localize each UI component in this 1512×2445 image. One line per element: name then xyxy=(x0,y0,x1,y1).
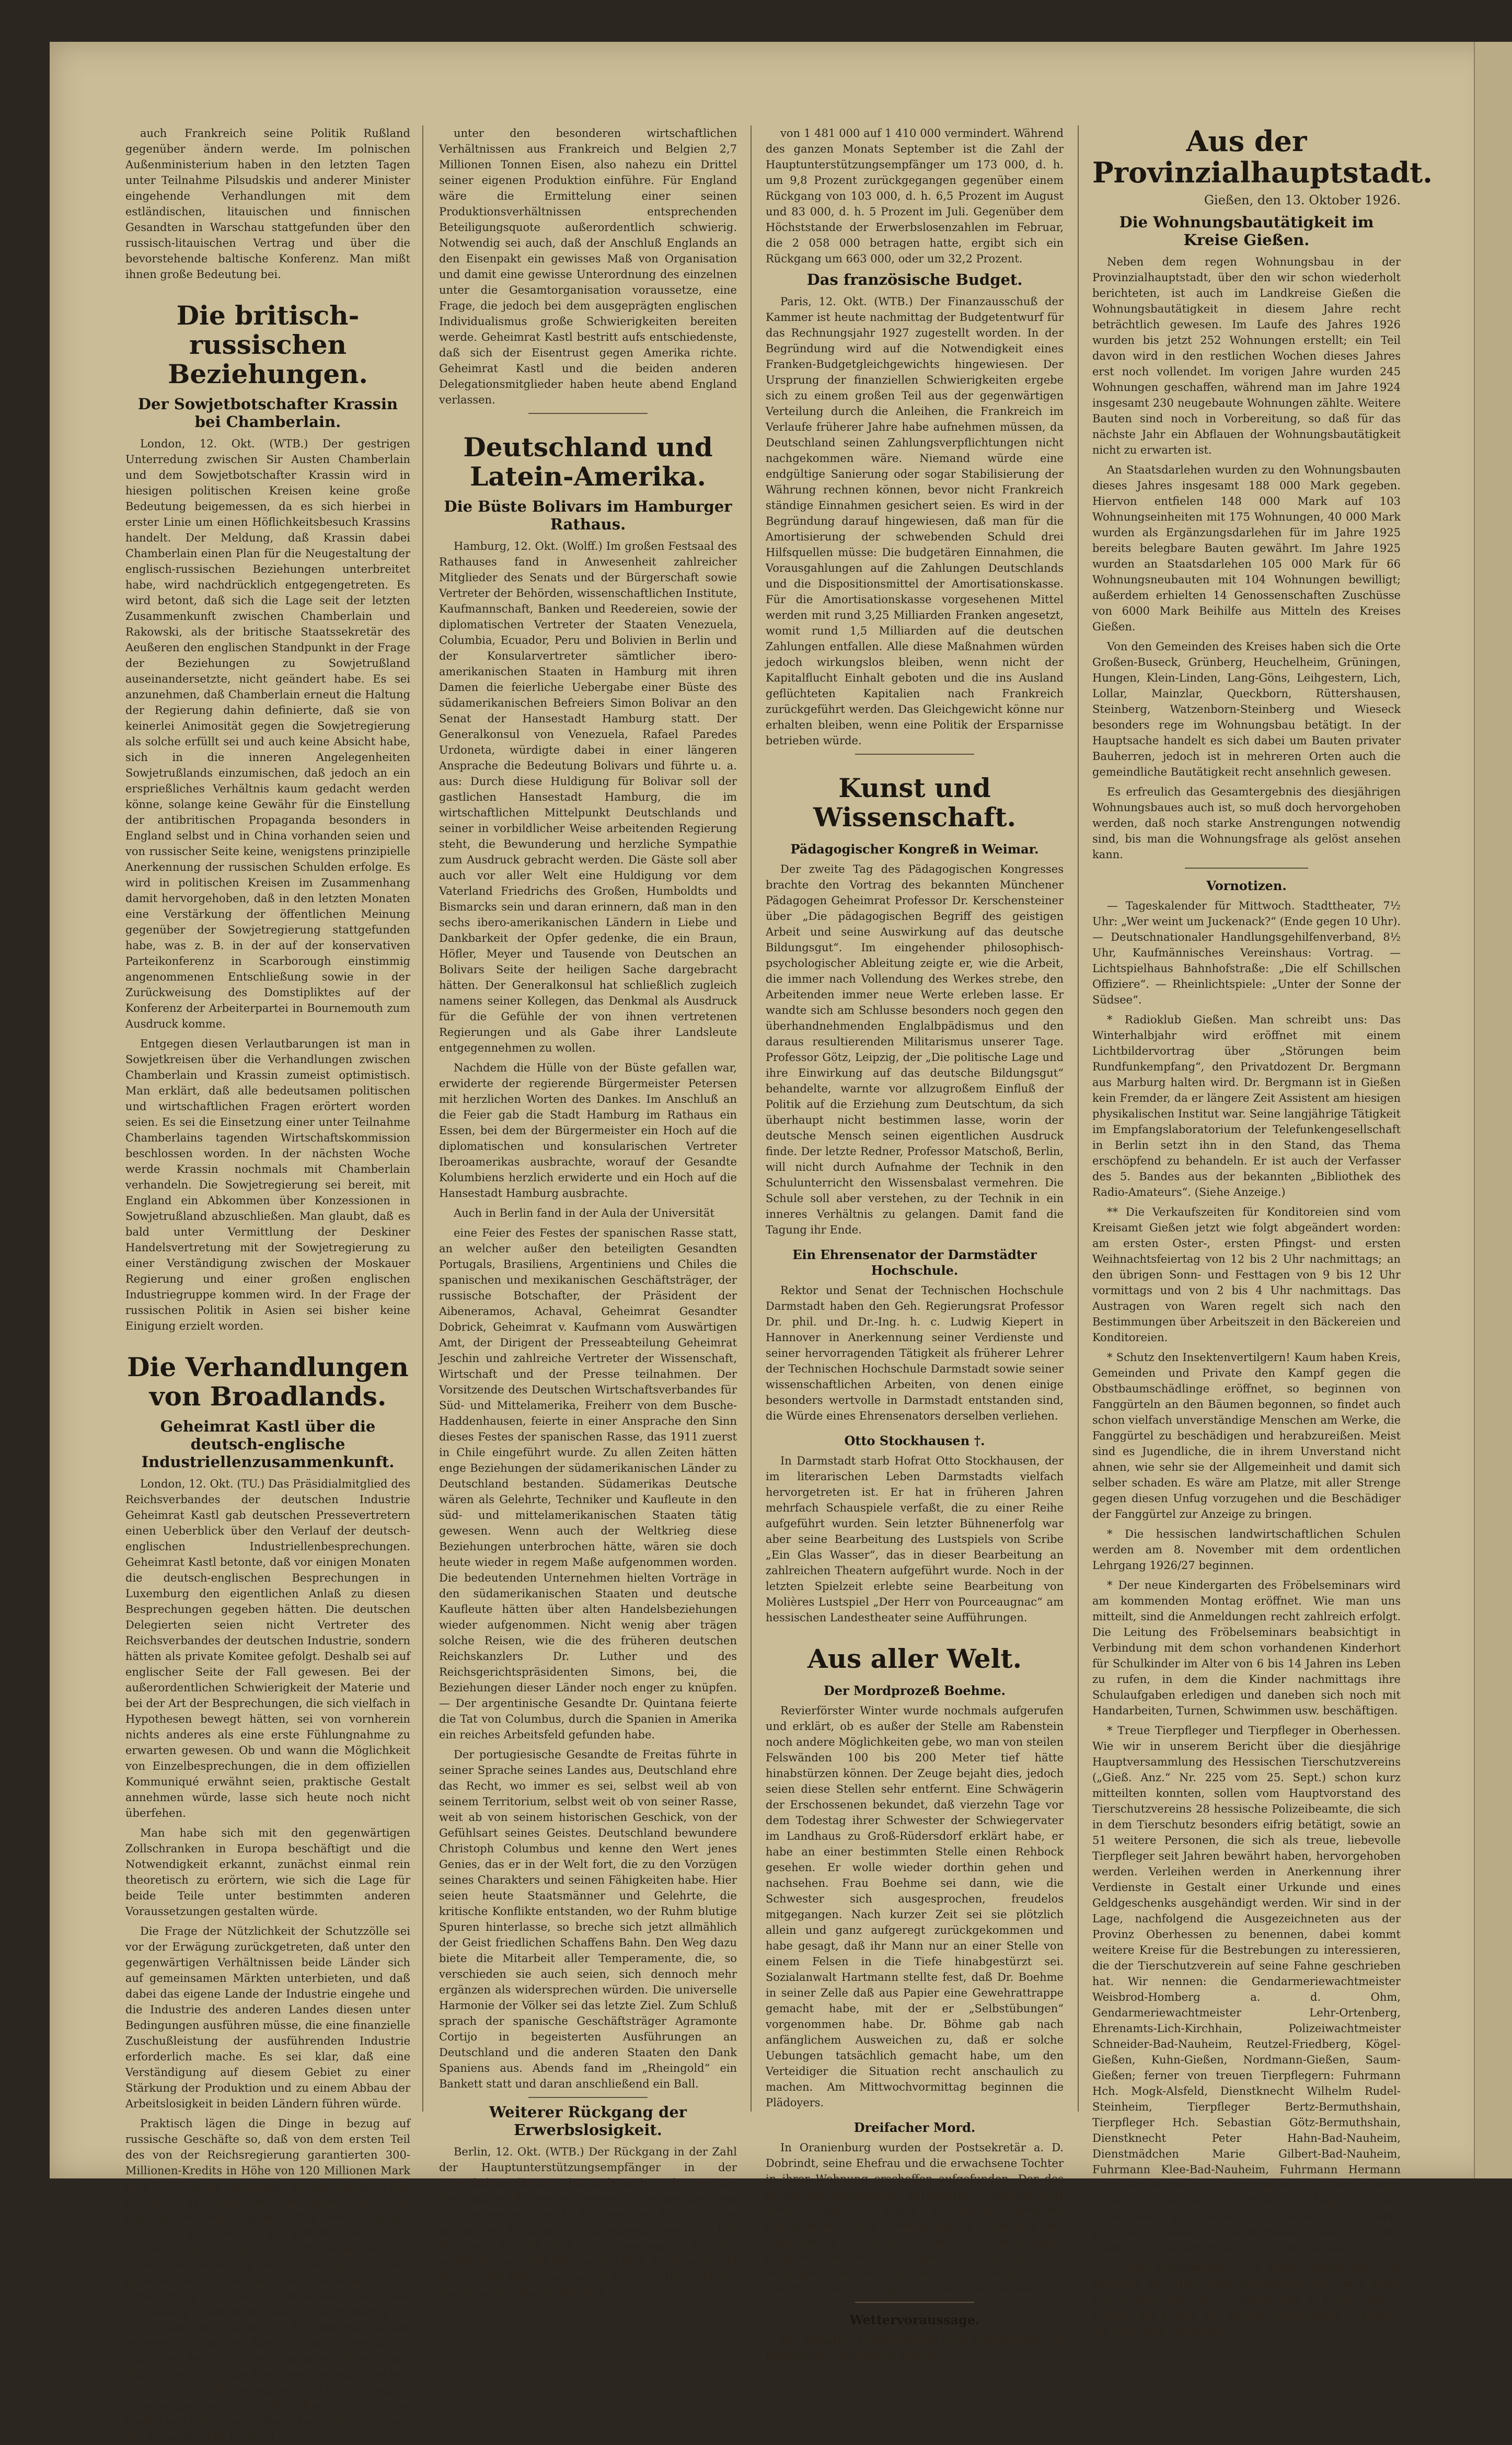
article-text: — Tageskalender für Mittwoch. Stadttheater, 7½ Uhr: „Wer weint um Juckenack?“ (Ende gegen 10 Uhr). — Deutschnationaler Handlungsgehilfenverband, 8½ Uhr, Kaufmännisches Vereinshaus: Vortrag. — Lichtspielhaus Bahnhofstraße: „Die elf Schillschen Offiziere“. — Rheinlichtspiele: „Unter der Sonne der Südsee“. xyxy=(1092,899,1401,1006)
article-text: eine Feier des Festes der spanischen Rasse statt, an welcher außer den beteiligten Gesandten Portugals, Brasiliens, Argentiniens und Chiles die spanischen und mexikanischen Geschäftsträger, der russische Botschafter, der Präsident der Aibeneramos, Achaval, Geheimrat Gesandter Dobrick, Geheimrat v. Kaufmann vom Auswärtigen Amt, der Dirigent der Presseabteilung Geheimrat Jeschin und zahlreiche Vertreter der Wissenschaft, Wirtschaft und der Presse teilnahmen. Der Vorsitzende des Deutschen Wirtschaftsverbandes für Süd- und Mittelamerika, Freiherr von dem Busche-Haddenhausen, feierte in einer Ansprache den Sinn dieses Festes der spanischen Rasse, das 1911 zuerst in Chile eingeführt wurde. Zu allen Zeiten hätten enge Beziehungen der südamerikanischen Länder zu Deutschland bestanden. Südamerikas Deutsche wären als Gelehrte, Techniker und Kaufleute in den süd- und mittelamerikanischen Staaten tätig gewesen. Wenn auch der Weltkrieg diese Beziehungen unterbrochen hätte, wären sie doch heute wieder in regem Maße aufgenommen worden. Die bedeutenden Unternehmen hielten Vorträge in den südamerikanischen Staaten und deutsche Kaufleute hätten über alten Handelsbeziehungen wieder aufgenommen. Nicht wenig aber trägen solche Reisen, wie die des früheren deutschen Reichskanzlers Dr. Luther und des Reichsgerichtspräsidenten Simons, bei, die Beziehungen dieser Länder noch enger zu knüpfen. — Der argentinische Gesandte Dr. Quintana feierte die Tat von Columbus, durch die Spanien in Amerika ein reiches Arbeitsfeld gefunden habe. xyxy=(439,1227,737,1741)
subheadline: Die Büste Bolivars im Hamburger Rathaus. xyxy=(444,498,732,533)
column-4 xyxy=(1092,124,1433,2337)
article-text: Neben dem regen Wohnungsbau in der Provinzialhauptstadt, über den wir schon wiederholt berichteten, ist auch im Landkreise Gießen die Wohnungsbautätigkeit in diesem Jahre recht beträchtlich gewesen. Im Laufe des Jahres 1926 wurden bis jetzt 252 Wohnungen erstellt; ein Teil davon wird in den restlichen Wochen dieses Jahres erst noch vollendet. Im vorigen Jahre wurden 245 Wohnungen geschaffen, während man im Jahre 1924 insgesamt 230 neugebaute Wohnungen zählte. Weitere Bauten sind noch in Vorbereitung, so daß für das nächste Jahr ein Abflauen der Wohnungsbautätigkeit nicht zu erwarten ist. xyxy=(1092,256,1401,456)
headline: Das französische Budget. xyxy=(806,271,1023,289)
subheadline: Vornotizen. xyxy=(1206,878,1287,893)
article-text: unter den besonderen wirtschaftlichen Verhältnissen aus Frankreich und Belgien 2,7 Millionen Tonnen Eisen, also nahezu ein Drittel seiner eigenen Produktion einführe. Für England wäre die Ermittelung einer seinen Produktionsverhältnissen entsprechenden Beteiligungsquote außerordentlich schwierig. Notwendig sei auch, daß der Anschluß Englands an den Eisenpakt ein gewisses Maß von Organisation und damit eine gewisse Unterordnung des einzelnen unter die Gesamtorganisation voraussetze, eine Frage, die jedoch bei dem ausgeprägten englischen Individualismus große Schwierigkeiten bereiten werde. Geheimrat Kastl bestritt aufs entschiedenste, daß sich der Eisentrust gegen Amerika richte. Geheimrat Kastl und die beiden anderen Delegationsmitglieder haben heute abend England verlassen. xyxy=(439,127,737,406)
headline: Die britisch-russischen Beziehungen. xyxy=(168,300,368,389)
article-text: Entgegen diesen Verlautbarungen ist man in Sowjetkreisen über die Verhandlungen zwischen Chamberlain und Krassin zumeist optimistisch. Man erklärt, daß alle bedeutsamen politischen und wirtschaftlichen Fragen erörtert worden seien. Es sei die Einsetzung einer unter Teilnahme Chamberlains tagenden Wirtschaftskommission beschlossen worden. In der nächsten Woche werde Krassin nochmals mit Chamberlain verhandeln. Die Sowjetregierung sei bereit, mit England ein Abkommen über Konzessionen in Sowjetrußland abzuschließen. Man glaubt, daß es bald unter Vermittlung der Deskiner Handelsvertretung mit der Sowjetregierung zu einer Verständigung zwischen der Moskauer Regierung und einer großen englischen Industriegruppe kommen wird. In der Frage der russischen Politik in Asien sei bisher keine Einigung erzielt worden. xyxy=(125,1037,410,1332)
article-text: Bei lebhafter Luftbewegung noch unbeständig mit Regenfällen, allmählich kühler. xyxy=(766,2334,1064,2362)
headline: Aus aller Welt. xyxy=(807,1643,1022,1674)
divider xyxy=(855,2302,974,2303)
article-text: Von den Gemeinden des Kreises haben sich die Orte Großen-Buseck, Grünberg, Heuchelheim, Grüningen, Hungen, Klein-Linden, Lang-Göns, Leihgestern, Lich, Lollar, Mainzlar, Queckborn, Rüttershausen, Steinberg, Watzenborn-Steinberg und Wieseck besonders rege im Wohnungsbau betätigt. In der Hauptsache handelt es sich dabei um Bauten privater Bauherren, jedoch ist in mehreren Orten auch die gemeindliche Bautätigkeit recht ansehnlich gewesen. xyxy=(1092,640,1401,778)
headline: Die Wohnungsbautätigkeit im Kreise Gießen. xyxy=(1119,213,1374,249)
article-text: * Radioklub Gießen. Man schreibt uns: Das Winterhalbjahr wird eröffnet mit einem Lichtbildervortrag über „Störungen beim Rundfunkempfang“, den Privatdozent Dr. Bergmann aus Marburg halten wird. Dr. Bergmann ist in Gießen kein Fremder, da er längere Zeit Assistent am hiesigen physikalischen Institut war. Seine langjährige Tätigkeit im Empfangslaboratorium der Telefunkengesellschaft in Berlin setzt ihn in den Stand, das Thema erschöpfend zu behandeln. Er ist auch der Verfasser des 5. Bandes aus der bekannten „Bibliothek des Radio-Amateurs“. (Siehe Anzeige.) xyxy=(1092,1013,1401,1198)
article-text: Revierförster Winter wurde nochmals aufgerufen und erklärt, ob es außer der Stelle am Rabenstein noch andere Möglichkeiten gebe, wo man von steilen Felswänden 100 bis 200 Meter tief hätte hinabstürzen können. Der Zeuge bejaht dies, jedoch seien diese Stellen sehr entfernt. Eine Schwägerin der Erschossenen bekundet, daß vierzehn Tage vor dem Todestag ihrer Schwester der Schwiegervater im Landhaus zu Groß-Rüdersdorf erklärt habe, er habe an einer bestimmten Stelle einen Rehbock gesehen. Er wolle wieder dorthin gehen und nachsehen. Frau Boehme sei dann, wie die Schwester sich ausgesprochen, freudelos mitgegangen. Nach kurzer Zeit sei sie plötzlich allein und ganz aufgeregt zurückgekommen und habe gesagt, daß ihr Mann nur an einer Stelle von einem Felsen in die Tiefe hinabgestürzt sei. Sozialanwalt Hartmann stellte fest, daß Dr. Boehme in seiner Zelle daß aus Papier eine Gewehrattrappe gemacht habe, mit der er „Selbstübungen“ vorgenommen habe. Dr. Böhme gab nach anfänglichem Ausweichen zu, daß er solche Uebungen tatsächlich gemacht habe, um den Verteidiger die Situation recht anschaulich zu machen. Am Mittwochvormittag beginnen die Plädoyers. xyxy=(766,1704,1064,2109)
article-text: Der portugiesische Gesandte de Freitas führte in seiner Sprache seines Landes aus, Deutschland ehre das Recht, wo immer es sei, selbst weil ab von seinem Territorium, selbst weit ob von seiner Rasse, weit ab von seinem historischen Geschick, von der Gefühlsart seines Geistes. Deutschland bewundere Christoph Columbus und kenne den Wert jenes Genies, das er in der Welt fort, die zu den Vorzügen seines Charakters und seinen Fähigkeiten habe. Hier seien heute Staatsmänner und Gelehrte, die kritische Konflikte entstanden, wo der Ruhm blutige Spuren hinterlasse, so breche sich jetzt allmählich der Geist friedlichen Schaffens Bahn. Den Weg dazu biete die Mitarbeit aller Temperamente, die, so verschieden sie auch seien, sich dennoch mehr ergänzen als widersprechen würden. Die universelle Harmonie der Völker sei das letzte Ziel. Zum Schluß sprach der spanische Geschäftsträger Agramonte Cortijo in begeisterten Ausführungen an Deutschland und die anderen Staaten den Dank Spaniens aus. Abends fand im „Rheingold“ ein Bankett statt und daran anschließend ein Ball. xyxy=(439,1748,737,2090)
adjacent-page-edge xyxy=(1474,42,1512,2178)
article-text: * Schutz den Insektenvertilgern! Kaum haben Kreis, Gemeinden und Private den Kampf gegen die Obstbaumschädlinge eröffnet, so beginnen von Fanggürteln an den Bäumen begonnen, so findet auch schon vielfach unverständige Menschen am Werke, die Fanggürtel zu beschädigen und herabzureißen. Meist sind es Jugendliche, die in ihrem Unverstand nicht ahnen, wie sehr sie der Allgemeinheit und damit sich selber schaden. Es wäre am Platze, mit aller Strenge gegen diesen Unfug vorzugehen und die Beschädiger der Fanggürtel zur Anzeige zu bringen. xyxy=(1092,1351,1401,1520)
article-text: Rektor und Senat der Technischen Hochschule Darmstadt haben den Geh. Regierungsrat Professor Dr. phil. und Dr.-Ing. h. c. Ludwig Kiepert in Hannover in Anerkennung seiner Verdienste und seiner hervorragenden Tätigkeit als früherer Lehrer der Technischen Hochschule Darmstadt sowie seiner wissenschaftlichen Arbeiten, von denen einige besonders wertvolle in Darmstadt entstanden sind, die Würde eines Ehrensenators derselben verliehen. xyxy=(766,1284,1064,1422)
article-text: von 1 481 000 auf 1 410 000 vermindert. Während des ganzen Monats September ist die Zahl der Hauptunterstützungsempfänger um 173 000, d. h. um 9,8 Prozent zurückgegangen gegenüber einem Rückgang von 103 000, d. h. 6,5 Prozent im August und 83 000, d. h. 5 Prozent im Juli. Gegenüber dem Höchststande der Erwerbslosenzahlen im Februar, die 2 058 000 betragen hatte, ergibt sich ein Rückgang um 663 000, oder um 32,2 Prozent. xyxy=(766,127,1064,265)
column-rule xyxy=(422,125,423,2112)
article-text: ** Die Verkaufszeiten für Konditoreien sind vom Kreisamt Gießen jetzt wie folgt abgeändert worden: am ersten Oster-, ersten Pfingst- und ersten Weihnachtsfeiertag von 12 bis 2 Uhr nachmittags; an den übrigen Sonn- und Festtagen von 9 bis 12 Uhr vormittags und von 2 bis 4 Uhr nachmittags. Das Austragen von Waren regelt sich nach den Bestimmungen über Arbeitszeit in den Bäckereien und Konditoreien. xyxy=(1092,1206,1401,1344)
column-1 xyxy=(125,125,410,2443)
column-rule xyxy=(751,125,752,2112)
headline: Die Verhandlungen von Broadlands. xyxy=(127,1352,409,1412)
divider xyxy=(528,2097,648,2098)
subheadline: Ein Ehrensenator der Darmstädter Hochschule. xyxy=(792,1247,1037,1278)
article-text: Praktisch lägen die Dinge in bezug auf russische Geschäfte so, daß von dem ersten Teil des von der Reichsregierung garantierten 300-Millionen-Kredits in Höhe von 120 Millionen Mark erst 70 Millionen verausgabt worden seien, so daß bis zum 31. Dezember des Jahres noch ein ansehnlicher Rest verbleibe. Der zweite Teil des Kredits in Höhe von 90 bis 100 Millionen Mark, der von einem ausländischen Bankenkonsortium unter Teilnahme großer deutscher Banken gegeben werde, sei mehr als ausreichend. Eine Erweiterung des Kredits komme daher nach der Auffassung Geheimrat Kastls ebensowenig in Frage, wie eine Ausdehnung des anderen Teils der Anleihe. Mit anderen Kombinationen seien falsch. Was den Anschluß der englischen Eisen- und Stahlindustrie an die kontinentalen europäischen Stahltrust betreffe, so würden sich hier besondere Schwierigkeiten aus der Konstruktion der englischen Industrie ergeben, besonders auch aus der Tatsache, daß England xyxy=(125,2117,410,2443)
article-text: * Der neue Kindergarten des Fröbelseminars wird am kommenden Montag eröffnet. Wie man uns mitteilt, sind die Anmeldungen recht zahlreich erfolgt. Die Leitung des Fröbelseminars beabsichtigt in Verbindung mit dem schon vorhandenen Kinderhort für Schulkinder im Alter von 6 bis 14 Jahren ins Leben zu rufen, in dem die Kinder nachmittags ihre Schulaufgaben erledigen und daneben sich noch mit Handarbeiten, Turnen, Schwimmen usw. beschäftigen. xyxy=(1092,1579,1401,1717)
article-text: Nachdem die Hülle von der Büste gefallen war, erwiderte der regierende Bürgermeister Petersen mit herzlichen Worten des Dankes. Im Anschluß an die Feier gab die Stadt Hamburg im Rathaus ein Essen, bei dem der Bürgermeister ein Hoch auf die diplomatischen und konsularischen Vertreter Iberoamerikas ausbrachte, worauf der Gesandte Kolumbiens herzlich erwiderte und ein Hoch auf die Hansestadt Hamburg ausbrachte. xyxy=(439,1062,737,1200)
divider xyxy=(855,754,974,755)
article-text: London, 12. Okt. (WTB.) Der gestrigen Unterredung zwischen Sir Austen Chamberlain und dem Sowjetbotschafter Krassin wird in hiesigen politischen Kreisen keine große Bedeutung beigemessen, da es sich hierbei in erster Linie um einen Höflichkeitsbesuch Krassins handelt. Der Meldung, daß Krassin dabei Chamberlain einen Plan für die Neugestaltung der englisch-russischen Beziehungen unterbreitet habe, wird nachdrücklich entgegengetreten. Es wird betont, daß sich die Lage seit der letzten Zusammenkunft zwischen Chamberlain und Rakowski, als der britische Staatssekretär des Aeußeren den englischen Standpunkt in der Frage der Beziehungen zu Sowjetrußland auseinandersetzte, nicht geändert habe. Es sei anzunehmen, daß Chamberlain erneut die Haltung der Regierung dahin definierte, daß sie von keinerlei Animosität gegen die Sowjetregierung als solche erfüllt sei und auch keine Absicht habe, sich in die inneren Angelegenheiten Sowjetrußlands einzumischen, daß jedoch an ein ersprießliches Verhältnis kaum gedacht werden könne, solange keine Gewähr für die Einstellung der antibritischen Propaganda besonders in England selbst und in China vorhanden seien und von russischer Seite keine, wenigstens prinzipielle Anerkennung der russischen Schulden erfolge. Es wird in politischen Kreisen im Zusammenhang damit hervorgehoben, daß in den letzten Monaten eine Verstärkung der öffentlichen Meinung gegenüber der Sowjetregierung stattgefunden habe, was z. B. in der auf der konservativen Parteikonferenz in Scarborough einstimmig angenommenen Entschließung sowie in der Zurückweisung des Domstipliktes auf der Konferenz der Arbeiterpartei in Bournemouth zum Ausdruck komme. xyxy=(125,437,410,1030)
subheadline: Geheimrat Kastl über die deutsch-englische Industriellenzusammenkunft. xyxy=(141,1417,395,1471)
article-text: Der zweite Tag des Pädagogischen Kongresses brachte den Vortrag des bekannten Münchener Pädagogen Geheimrat Professor Dr. Kerschensteiner über „Die pädagogischen Begriff des geistigen Arbeit und seine Auswirkung auf das deutsche Bildungsgut“. Im eingehender philosophisch-psychologischer Ableitung zeigte er, wie die Arbeit, die immer nach Vollendung des Werkes strebe, den Arbeitenden immer neue Werte erleben lasse. Er wandte sich am Schlusse besonders noch gegen den überhandnehmenden Englalbpädismus und den daraus resultierenden Militarismus unserer Tage. Professor Götz, Leipzig, der „Die politische Lage und ihre Einwirkung auf das deutsche Bildungsgut“ behandelte, warnte vor allzugroßem Einfluß der Politik auf die Erziehung zum Deutschtum, da sich überhaupt nicht bestimmen lasse, worin der deutsche Mensch seinen eigentlichen Ausdruck finde. Der letzte Redner, Professor Matschoß, Berlin, will nicht durch Aufnahme der Technik in den Schulunterricht den Wissensbalast vermehren. Die Schule soll aber verstehen, zu der Technik in ein inneres Verhältnis zu gelangen. Damit fand die Tagung ihr Ende. xyxy=(766,863,1064,1236)
subheadline: Pädagogischer Kongreß in Weimar. xyxy=(790,841,1039,857)
article-text: * Treue Tierpfleger und Tierpfleger in Oberhessen. Wie wir in unserem Bericht über die diesjährige Hauptversammlung des Hessischen Tierschutzvereins („Gieß. Anz.“ Nr. 225 vom 25. Sept.) schon kurz mitteilten konnten, sollen vom Hauptvorstand des Tierschutzvereins 28 hessische Polizeibeamte, die sich in dem Tierschutz besonders eifrig betätigt, sowie an 51 weitere Personen, die sich als treue, liebevolle Tierpfleger seit Jahren bewährt haben, hervorgehoben werden. Verleihen werden in Anerkennung ihrer Verdienste in Gestalt einer Urkunde und eines Geldgeschenks ausgehändigt werden. Wir sind in der Lage, nachfolgend die Ausgezeichneten aus der Provinz Oberhessen zu benennen, dabei kommt weitere Kreise für die Bestrebungen zu interessieren, die der Tierschutzverein auf seine Fahne geschrieben hat. Wir nennen: die Gendarmeriewachtmeister Weisbrod-Homberg a. d. Ohm, Gendarmeriewachtmeister Lehr-Ortenberg, Ehrenamts-Lich-Kirchhain, Polizeiwachtmeister Schneider-Bad-Nauheim, Reutzel-Friedberg, Kögel-Gießen, Kuhn-Gießen, Nordmann-Gießen, Saum-Gießen; ferner von treuen Tierpflegern: Fuhrmann Hch. Mogk-Alsfeld, Dienstknecht Wilhelm Rudel-Steinheim, Tierpfleger Bertz-Bermuthshain, Tierpfleger Hch. Sebastian Götz-Bermuthshain, Dienstknecht Peter Hahn-Bad-Nauheim, Dienstmädchen Marie Gilbert-Bad-Nauheim, Fuhrmann Klee-Bad-Nauheim, Fuhrmann Hermann Mahr-Bad-Nauheim, Dienstknecht H. Weinsheimer-Gedern, Dienstknecht Heinrich Nepp-Schotten, Dienstknecht Joh. Becker IX.-Schotten; Dienstknecht Joh. Köhl-Rudlos, Schweinemeister Konrad Köhl-Rudlos, Jahrmacher Peter Schnitt-Windhausen. xyxy=(1092,1724,1401,2254)
article-text: In Oranienburg wurden der Postsekretär a. D. Dobrindt, seine Ehefrau und die erwachsene Tochter in ihrer Wohnung erschoffen aufgefunden. Der des dreifachen Raubmordes verdächtige 22jährige Karl Ernst Müller ist durch die sofort alarmierte Gendarmerie nach Dreispolzig in Teerofen bei Nassenheide durch den Oberlandjäger festgenommen worden. Er gab an, daß er den Mord begangen habe, weil die Eheleute ihn wegen seiner Rauch aus der Fürsorgeanstalt anzeigen wollten. xyxy=(766,2141,1064,2295)
subheadline: Wettervoraussage. xyxy=(849,2312,980,2327)
subheadline: Otto Stockhausen †. xyxy=(844,1433,985,1448)
article-text: Die Frage der Nützlichkeit der Schutzzölle sei vor der Erwägung zurückgetreten, daß unter den gegenwärtigen Verhältnissen beide Länder sich auf gemeinsamen Märkten unterbieten, und daß dabei das eigene Lande der Industrie eingehe und die Industrie des anderen Landes diesen unter Bedingungen ausführen müsse, die eine finanzielle Zuschußleistung der ausführenden Industrie erforderlich mache. Es sei klar, daß eine Verständigung auf diesem Gebiet zu einer Stärkung der Produktion und zu einem Abbau der Arbeitslosigkeit in beiden Ländern führen würde. xyxy=(125,1925,410,2110)
subheadline: Der Mordprozeß Boehme. xyxy=(823,1683,1006,1698)
article-text: Man habe sich mit den gegenwärtigen Zollschranken in Europa beschäftigt und die Notwendigkeit erkannt, zunächst einmal rein theoretisch zu erörtern, wie sich die Lage für beide Teile unter bestimmten anderen Voraussetzungen gestalten würde. xyxy=(125,1827,410,1918)
article-text: Hamburg, 12. Okt. (Wolff.) Im großen Festsaal des Rathauses fand in Anwesenheit zahlreicher Mitglieder des Senats und der Bürgerschaft sowie Vertreter der Behörden, wissenschaftlichen Institute, Kaufmannschaft, Banken und Reedereien, sowie der diplomatischen Vertreter der Staaten Venezuela, Columbia, Ecuador, Peru und Bolivien in Berlin und der Konsularvertreter sämtlicher ibero-amerikanischen Staaten in Hamburg mit ihren Damen die feierliche Uebergabe einer Büste des südamerikanischen Befreiers Simon Bolivar an den Senat der Hansestadt Hamburg statt. Der Generalkonsul von Venezuela, Rafael Paredes Urdoneta, würdigte dabei in einer längeren Ansprache die Bedeutung Bolivars und führte u. a. aus: Durch diese Huldigung für Bolivar soll der gastlichen Hansestadt Hamburg, die im wirtschaftlichen Mittelpunkt Deutschlands und seiner in vorbildlicher Weise arbeitenden Regierung steht, die Bewunderung und herzliche Sympathie zum Ausdruck gebracht werden. Die Gäste soll aber auch vor aller Welt eine Huldigung vor dem Vaterland Friedrichs des Großen, Humboldts und Bismarcks sein und daran erinnern, daß man in den sechs ibero-amerikanischen Ländern in Liebe und Dankbarkeit der Opfer gedenke, die ein Braun, Höfler, Meyer und Tausende von Deutschen an Bolivars Seite der heiligen Sache dargebracht hätten. Der Generalkonsul hat schließlich zugleich namens seiner Kollegen, das Denkmal als Ausdruck für die Gefühle der von ihnen vertretenen Regierungen und als Gabe ihrer Landsleute entgegennehmen zu wollen. xyxy=(439,540,737,1054)
divider xyxy=(528,413,648,414)
article-text: Es erfreulich das Gesamtergebnis des diesjährigen Wohnungsbaues auch ist, so muß doch hervorgehoben werden, daß noch starke Anstrengungen notwendig sind, bis man die Wohnungsfrage als gelöst ansehen kann. xyxy=(1092,786,1401,861)
article-text: ** Neue Schlafwagen 1.—3. Klasse. Bisher liefen im Bereiche der Deutschen Reichsbahn nur zwei Arten von Schlafwagen: mit 1. Klasse und 2. Klasse und 3. Klasse; die Klasse ein Anzahl Liegewagen 3. Klasse, die sich beim reisenden xyxy=(1092,2262,1401,2337)
article-text: In Darmstadt starb Hofrat Otto Stockhausen, der im literarischen Leben Darmstadts vielfach hervorgetreten ist. Er hat in früheren Jahren mehrfach Schauspiele verfaßt, die zu einer Reihe aufgeführt wurden. Sein letzter Bühnenerfolg war aber seine Bearbeitung des Lustspiels von Scribe „Ein Glas Wasser“, das in dieser Bearbeitung an zahlreichen Theatern aufgeführt wurde. Noch in der letzten Spielzeit erlebte seine Bearbeitung von Molières Lustspiel „Der Herr von Pourceaugnac“ am hessischen Landestheater seine Aufführungen. xyxy=(766,1455,1064,1624)
column-rule xyxy=(1078,125,1079,2112)
article-text: Berlin, 12. Okt. (WTB.) Der Rückgang in der Zahl der Hauptunterstützungsempfänger in der Erwerbslosenfürsorge hat sich auch in der zweiten Septemberhälfte weiter fortgesetzt. In der Zeit vom 15. September bis 1. Oktober ist die Zahl der männlichen Hauptunterstützungsempfänger von 194 000 auf 1 128 000 zurückgegangen, die der weiblichen von 289 000 auf 267 000, die Gesamtzahl also um 88 000, oder um 5,9 Prozent. Die Zahl der Zuschlagsempfänger hat sich xyxy=(439,2146,737,2299)
divider xyxy=(1185,868,1308,869)
article-text: Paris, 12. Okt. (WTB.) Der Finanzausschuß der Kammer ist heute nachmittag der Budgetentwurf für das Rechnungsjahr 1927 zugestellt worden. In der Begründung wird auf die Notwendigkeit eines Franken-Budgetgleichgewichts hingewiesen. Der Ursprung der finanziellen Schwierigkeiten ergebe sich zu einem großen Teil aus der gegenwärtigen Verteilung durch die Anleihen, die Frankreich im Verlaufe früherer Jahre habe aufnehmen müssen, da Deutschland seinen Zahlungsverpflichtungen nicht nachgekommen wäre. Niemand würde eine endgültige Sanierung oder sogar Stabilisierung der Währung rechnen können, bevor nicht Frankreich ständige Einnahmen gesichert seien. Es wird in der Begründung darauf hingewiesen, daß man für die Amortisierung der schwebenden Schuld drei Hilfsquellen müsse: Die budgetären Einnahmen, die Vorausgahlungen auf die Zahlungen Deutschlands und die Dispositionsmittel der Amortisationskasse. Für die Amortisationskasse vorgesehenen Mittel werden mit rund 3,25 Milliarden Franken angesetzt, womit rund 1,5 Milliarden auf die deutschen Zahlungen entfallen. Alle diese Maßnahmen würden jedoch wirkungslos bleiben, wenn nicht der Kapitalflucht Einhalt geboten und die ins Ausland geflüchteten Kapitalien nach Frankreich zurückgeführt werden. Das Gleichgewicht könne nur erhalten bleiben, wenn eine Politik der Ersparnisse betrieben würde. xyxy=(766,295,1064,747)
article-text: Auch in Berlin fand in der Aula der Universität xyxy=(454,1207,714,1219)
article-text: An Staatsdarlehen wurden zu den Wohnungsbauten dieses Jahres insgesamt 188 000 Mark gegeben. Hiervon entfielen 148 000 Mark auf 103 Wohnungseinheiten mit 175 Wohnungen, 40 000 Mark wurden als Ergänzungsdarlehen für im Jahre 1925 bereits belegbare Bauten gewährt. Im Jahre 1925 wurden an Staatsdarlehen 105 000 Mark für 66 Wohnungsneubauten mit 104 Wohnungen bewilligt; außerdem erhielten 14 Genossenschaften Zuschüsse von 6000 Mark Beihilfe aus Mitteln des Kreises Gießen. xyxy=(1092,464,1401,633)
column-3 xyxy=(766,125,1064,2362)
subheadline: Der Sowjetbotschafter Krassin bei Chamberlain. xyxy=(137,395,398,431)
dateline: Gießen, den 13. Oktober 1926. xyxy=(1204,193,1401,207)
subheadline: Dreifacher Mord. xyxy=(853,2120,976,2135)
column-2 xyxy=(439,125,737,2299)
headline: Weiterer Rückgang der Erwerbslosigkeit. xyxy=(489,2103,687,2139)
article-text: London, 12. Okt. (TU.) Das Präsidialmitglied des Reichsverbandes der deutschen Industrie Geheimrat Kastl gab deutschen Pressevertretern einen Ueberblick über den Verlauf der deutsch-englischen Industriellenbesprechungen. Geheimrat Kastl betonte, daß vor einigen Monaten die deutsch-englischen Besprechungen in Luxemburg den eigentlichen Anlaß zu diesen Besprechungen gegeben hätten. Die deutschen Delegierten seien nicht Vertreter des Reichsverbandes der deutschen Industrie, sondern hätten als private Komitee gefolgt. Deshalb sei auf englischer Seite der Fall gewesen. Bei der außerordentlichen Schwierigkeit der Materie und bei der Art der Besprechungen, die sich vielfach in Hypothesen bewegt hätten, sei von vornherein nichts anderes als eine erste Fühlungnahme zu erwarten gewesen. Ob und wann die Möglichkeit von Einzelbesprechungen, die in dem offiziellen Kommuniqué erwähnt seien, praktische Gestalt annehmen würde, lasse sich heute noch nicht überfehen. xyxy=(125,1478,410,1819)
headline: Kunst und Wissenschaft. xyxy=(813,772,1017,833)
headline: Deutschland und Latein-Amerika. xyxy=(463,432,713,492)
article-text: auch Frankreich seine Politik Rußland gegenüber ändern werde. Im polnischen Außenministerium haben in den letzten Tagen unter Teilnahme Pilsudskis und anderer Minister eingehende Verhandlungen mit dem estländischen, litauischen und finnischen Gesandten in Warschau stattgefunden über den russisch-litauischen Vertrag und über die bevorstehende baltische Konferenz. Man mißt ihnen große Bedeutung bei. xyxy=(125,127,410,281)
section-masthead: Aus der Provinzialhauptstadt. xyxy=(1092,124,1433,189)
article-text: * Die hessischen landwirtschaftlichen Schulen werden am 8. November mit dem ordentlichen Lehrgang 1926/27 beginnen. xyxy=(1092,1528,1401,1572)
